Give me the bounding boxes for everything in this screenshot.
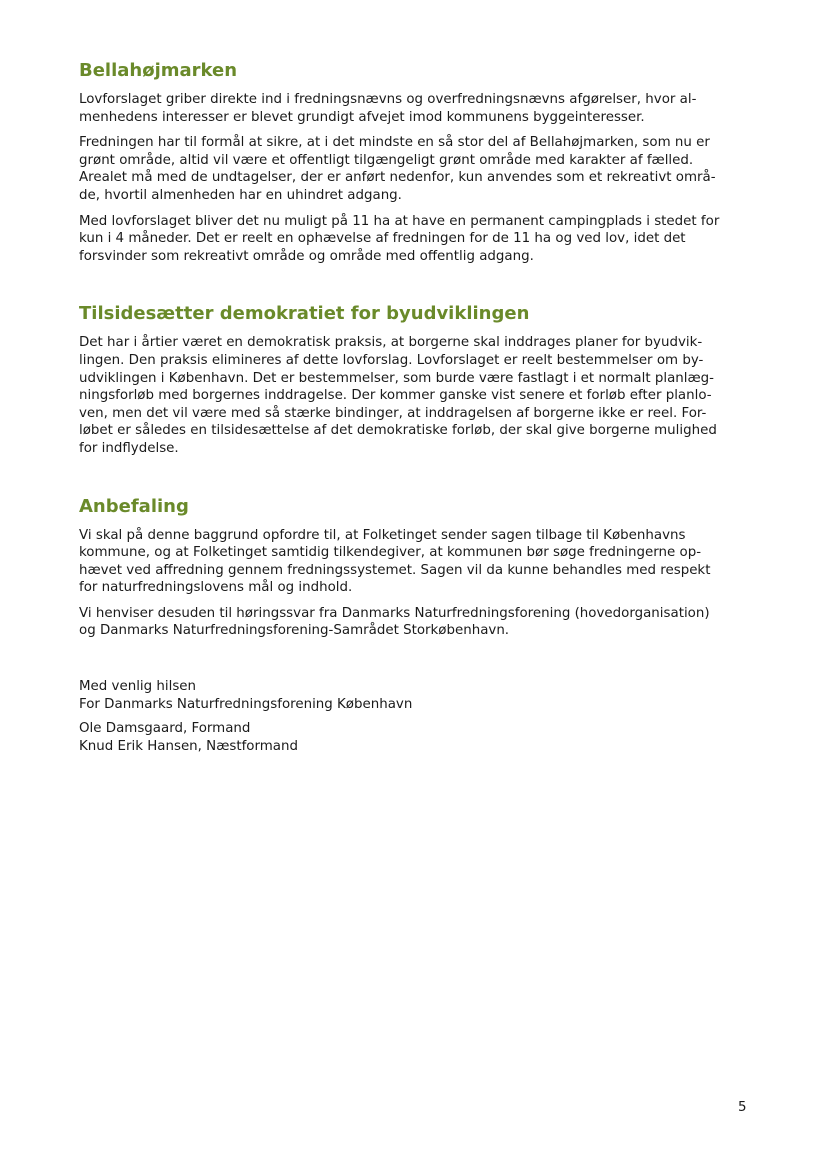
text-line: og Danmarks Naturfredningsforening-Samrådet Storkøbenhavn. (79, 623, 510, 639)
paragraph (79, 213, 749, 266)
text-line: hævet ved affredning gennem fredningssystemet. Sagen vil da kunne behandles med respekt (79, 562, 711, 578)
text-line: Lovforslaget griber direkte ind i fredningsnævns og overfredningsnævns afgørelser, hvor al- (79, 92, 697, 107)
text-line: Det har i årtier været en demokratisk praksis, at borgerne skal inddrages planer for byudvik- (79, 335, 703, 351)
signatories-block (79, 720, 749, 755)
text-line: de, hvortil almenheden har en uhindret adgang. (79, 187, 402, 203)
text-line: ven, men det vil være med så stærke bindinger, at inddragelsen af borgerne ikke er reel. For- (79, 405, 707, 421)
text-line: kommune, og at Folketinget samtidig tilkendegiver, at kommunen bør søge fredningerne op- (79, 545, 702, 561)
section-heading: Tilsidesætter demokratiet for byudviklingen (79, 303, 530, 325)
text-line: menhedens interesser er blevet grundigt afvejet imod kommunens byggeinteresser. (79, 109, 645, 125)
closing-organization: For Danmarks Naturfredningsforening København (79, 696, 413, 712)
text-line: løbet er således en tilsidesættelse af det demokratiske forløb, der skal give borgerne mulighed (79, 423, 717, 439)
closing-signature (79, 678, 749, 755)
signatory: Knud Erik Hansen, Næstformand (79, 738, 298, 754)
text-line: udviklingen i København. Det er bestemmelser, som burde være fastlagt i et normalt planlæg- (79, 370, 714, 386)
section-heading: Bellahøjmarken (79, 60, 238, 81)
text-line: lingen. Den praksis elimineres af dette lovforslag. Lovforslaget er reelt bestemmelser om by- (79, 352, 704, 368)
text-line: kun i 4 måneder. Det er reelt en ophævelse af fredningen for de 11 ha og ved lov, idet det (79, 231, 686, 247)
text-line: for naturfredningslovens mål og indhold. (79, 580, 353, 596)
text-line: for indflydelse. (79, 440, 179, 456)
text-line: Fredningen har til formål at sikre, at i det mindste en så stor del af Bellahøjmarken, som nu er (79, 135, 710, 151)
paragraph (79, 527, 749, 597)
closing-block (79, 678, 749, 713)
text-line: ningsforløb med borgernes inddragelse. Der kommer ganske vist senere et forløb efter planlo- (79, 388, 712, 404)
text-line: Vi henviser desuden til høringssvar fra Danmarks Naturfredningsforening (hovedorganisation) (79, 605, 710, 621)
text-line: Vi skal på denne baggrund opfordre til, at Folketinget sender sagen tilbage til Københavns (79, 527, 686, 543)
text-line: Arealet må med de undtagelser, der er anført nedenfor, kun anvendes som et rekreativt områ- (79, 170, 716, 186)
document-page (79, 58, 749, 762)
closing-greeting: Med venlig hilsen (79, 679, 197, 695)
paragraph (79, 91, 749, 126)
section-heading: Anbefaling (79, 495, 189, 517)
paragraph (79, 605, 749, 640)
text-line: forsvinder som rekreativt område og område med offentlig adgang. (79, 248, 534, 264)
paragraph (79, 334, 749, 457)
section-anbefaling (79, 494, 749, 641)
page-number: 5 (738, 1100, 747, 1115)
signatory: Ole Damsgaard, Formand (79, 721, 251, 737)
paragraph (79, 134, 749, 204)
section-bellahojmarken (79, 58, 749, 265)
section-tilsidesaetter-demokratiet (79, 301, 749, 457)
text-line: grønt område, altid vil være et offentligt tilgængeligt grønt område med karakter af fælled. (79, 152, 694, 168)
text-line: Med lovforslaget bliver det nu muligt på 11 ha at have en permanent campingplads i stedet for (79, 213, 720, 229)
